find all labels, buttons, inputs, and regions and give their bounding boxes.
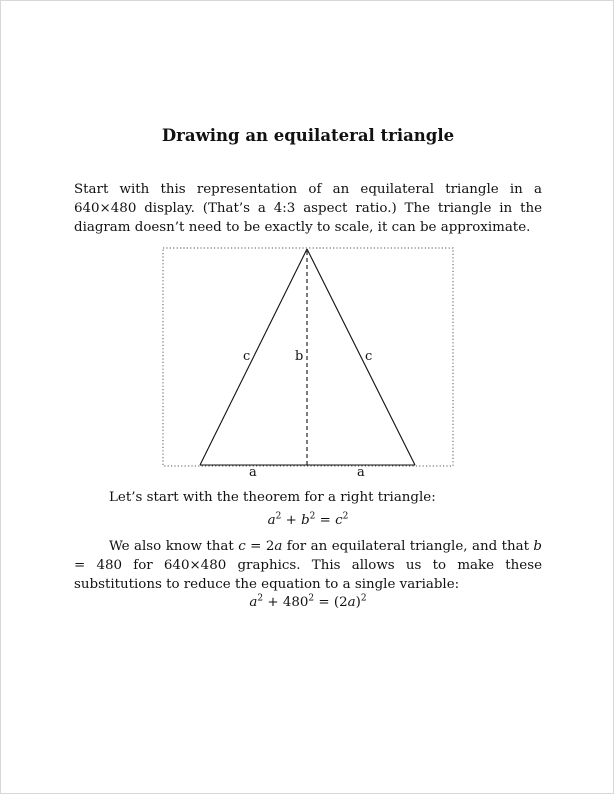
intro-paragraph: Start with this representation of an equilateral triangle in a 640×480 display. (That’s a 4:3 aspect ratio.) The triangle in the diagram doesn’t need to be exactly to scale, it can be approximate.: [74, 182, 542, 235]
label-base-right: a: [357, 465, 365, 480]
triangle-left-side: [200, 249, 307, 465]
equation-pythagorean: $a^2 + b^2 = c^2$: [267, 511, 349, 528]
triangle-right-side: [307, 249, 415, 465]
theorem-intro-paragraph: Let’s start with the theorem for a right triangle:: [109, 490, 436, 505]
display-frame: [163, 248, 453, 466]
label-right-side: c: [365, 349, 373, 364]
label-base-left: a: [249, 465, 257, 480]
substitution-paragraph: We also know that c = 2a for an equilateral triangle, and that b = 480 for 640×480 graphics. This allows us to make these substitutions to reduce the equation to a single variable:: [74, 539, 542, 592]
equation-substituted: $a^2 + 480^2 = (2a)^2$: [249, 593, 367, 610]
label-left-side: c: [243, 349, 251, 364]
label-height: b: [295, 349, 304, 364]
page-title: Drawing an equilateral triangle: [161, 126, 455, 145]
triangle-diagram: [1, 1, 614, 795]
